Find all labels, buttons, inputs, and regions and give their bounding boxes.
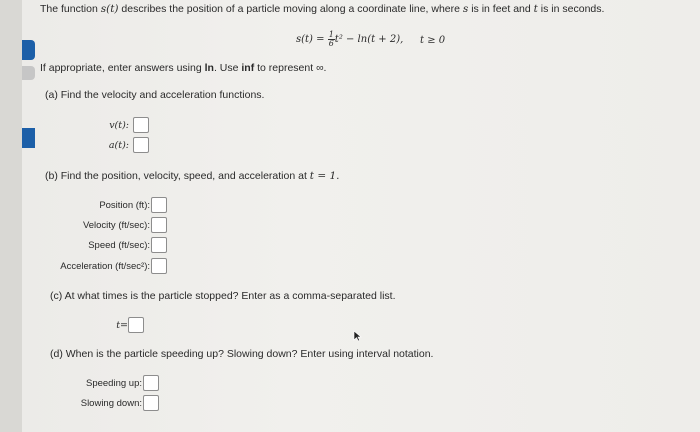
- fraction-numerator: 1: [328, 30, 334, 39]
- part-b-question: [45, 170, 340, 183]
- intro-text: describes the position of a particle moving along a coordinate line, where: [118, 3, 463, 15]
- problem-intro: [40, 3, 604, 16]
- intro-text: The function: [40, 3, 101, 15]
- speed-input[interactable]: [151, 237, 167, 253]
- part-a-question: (a) Find the velocity and acceleration functions.: [45, 89, 265, 101]
- sidebar-tab[interactable]: [22, 40, 35, 60]
- sidebar-tab-active[interactable]: [22, 128, 35, 148]
- position-label: Position (ft):: [99, 200, 150, 211]
- intro-function: s(t): [100, 3, 119, 15]
- instruction-text: . Use: [213, 62, 242, 74]
- speed-label: Speed (ft/sec):: [88, 240, 150, 251]
- instruction-ln: ln: [204, 62, 214, 74]
- speeding-up-input[interactable]: [143, 375, 159, 391]
- fraction-denominator: 6: [328, 39, 334, 48]
- mouse-pointer-icon: [352, 330, 362, 342]
- equation-fraction: [328, 31, 335, 48]
- position-equation: [296, 30, 403, 50]
- instruction-inf: inf: [241, 62, 255, 74]
- acceleration-input[interactable]: [151, 258, 167, 274]
- intro-text: is in feet and: [468, 3, 534, 15]
- part-b-time: t = 1.: [309, 170, 340, 182]
- intro-variable-s: s: [462, 3, 469, 15]
- equation-domain: t ≥ 0: [420, 35, 446, 46]
- velocity-function-input[interactable]: [133, 117, 149, 133]
- slowing-down-label: Slowing down:: [80, 398, 142, 409]
- acceleration-function-input[interactable]: [133, 137, 149, 153]
- instruction-text: If appropriate, enter answers using: [40, 62, 205, 74]
- speeding-up-label: Speeding up:: [86, 378, 142, 389]
- slowing-down-input[interactable]: [143, 395, 159, 411]
- equation-rhs: t² − ln(t + 2),: [334, 34, 404, 45]
- intro-variable-t: t: [533, 3, 538, 15]
- position-input[interactable]: [151, 197, 167, 213]
- sidebar-tab-inactive[interactable]: [22, 66, 35, 80]
- equation-lhs: s(t) =: [296, 34, 328, 45]
- velocity-input[interactable]: [151, 217, 167, 233]
- acceleration-function-label: a(t):: [108, 140, 129, 151]
- part-b-text: (b) Find the position, velocity, speed, and acceleration at: [45, 170, 310, 182]
- velocity-label: Velocity (ft/sec):: [82, 220, 150, 231]
- intro-text: is in seconds.: [537, 3, 605, 15]
- velocity-function-label: v(t):: [109, 120, 129, 131]
- stopped-time-input[interactable]: [128, 317, 144, 333]
- acceleration-label: Acceleration (ft/sec²):: [60, 261, 150, 272]
- part-d-question: (d) When is the particle speeding up? Slowing down? Enter using interval notation.: [50, 348, 434, 360]
- part-c-question: (c) At what times is the particle stopped? Enter as a comma-separated list.: [50, 290, 396, 302]
- instruction-text: to represent ∞.: [254, 62, 327, 74]
- instructions: [40, 62, 326, 75]
- stopped-time-label: t=: [116, 320, 128, 331]
